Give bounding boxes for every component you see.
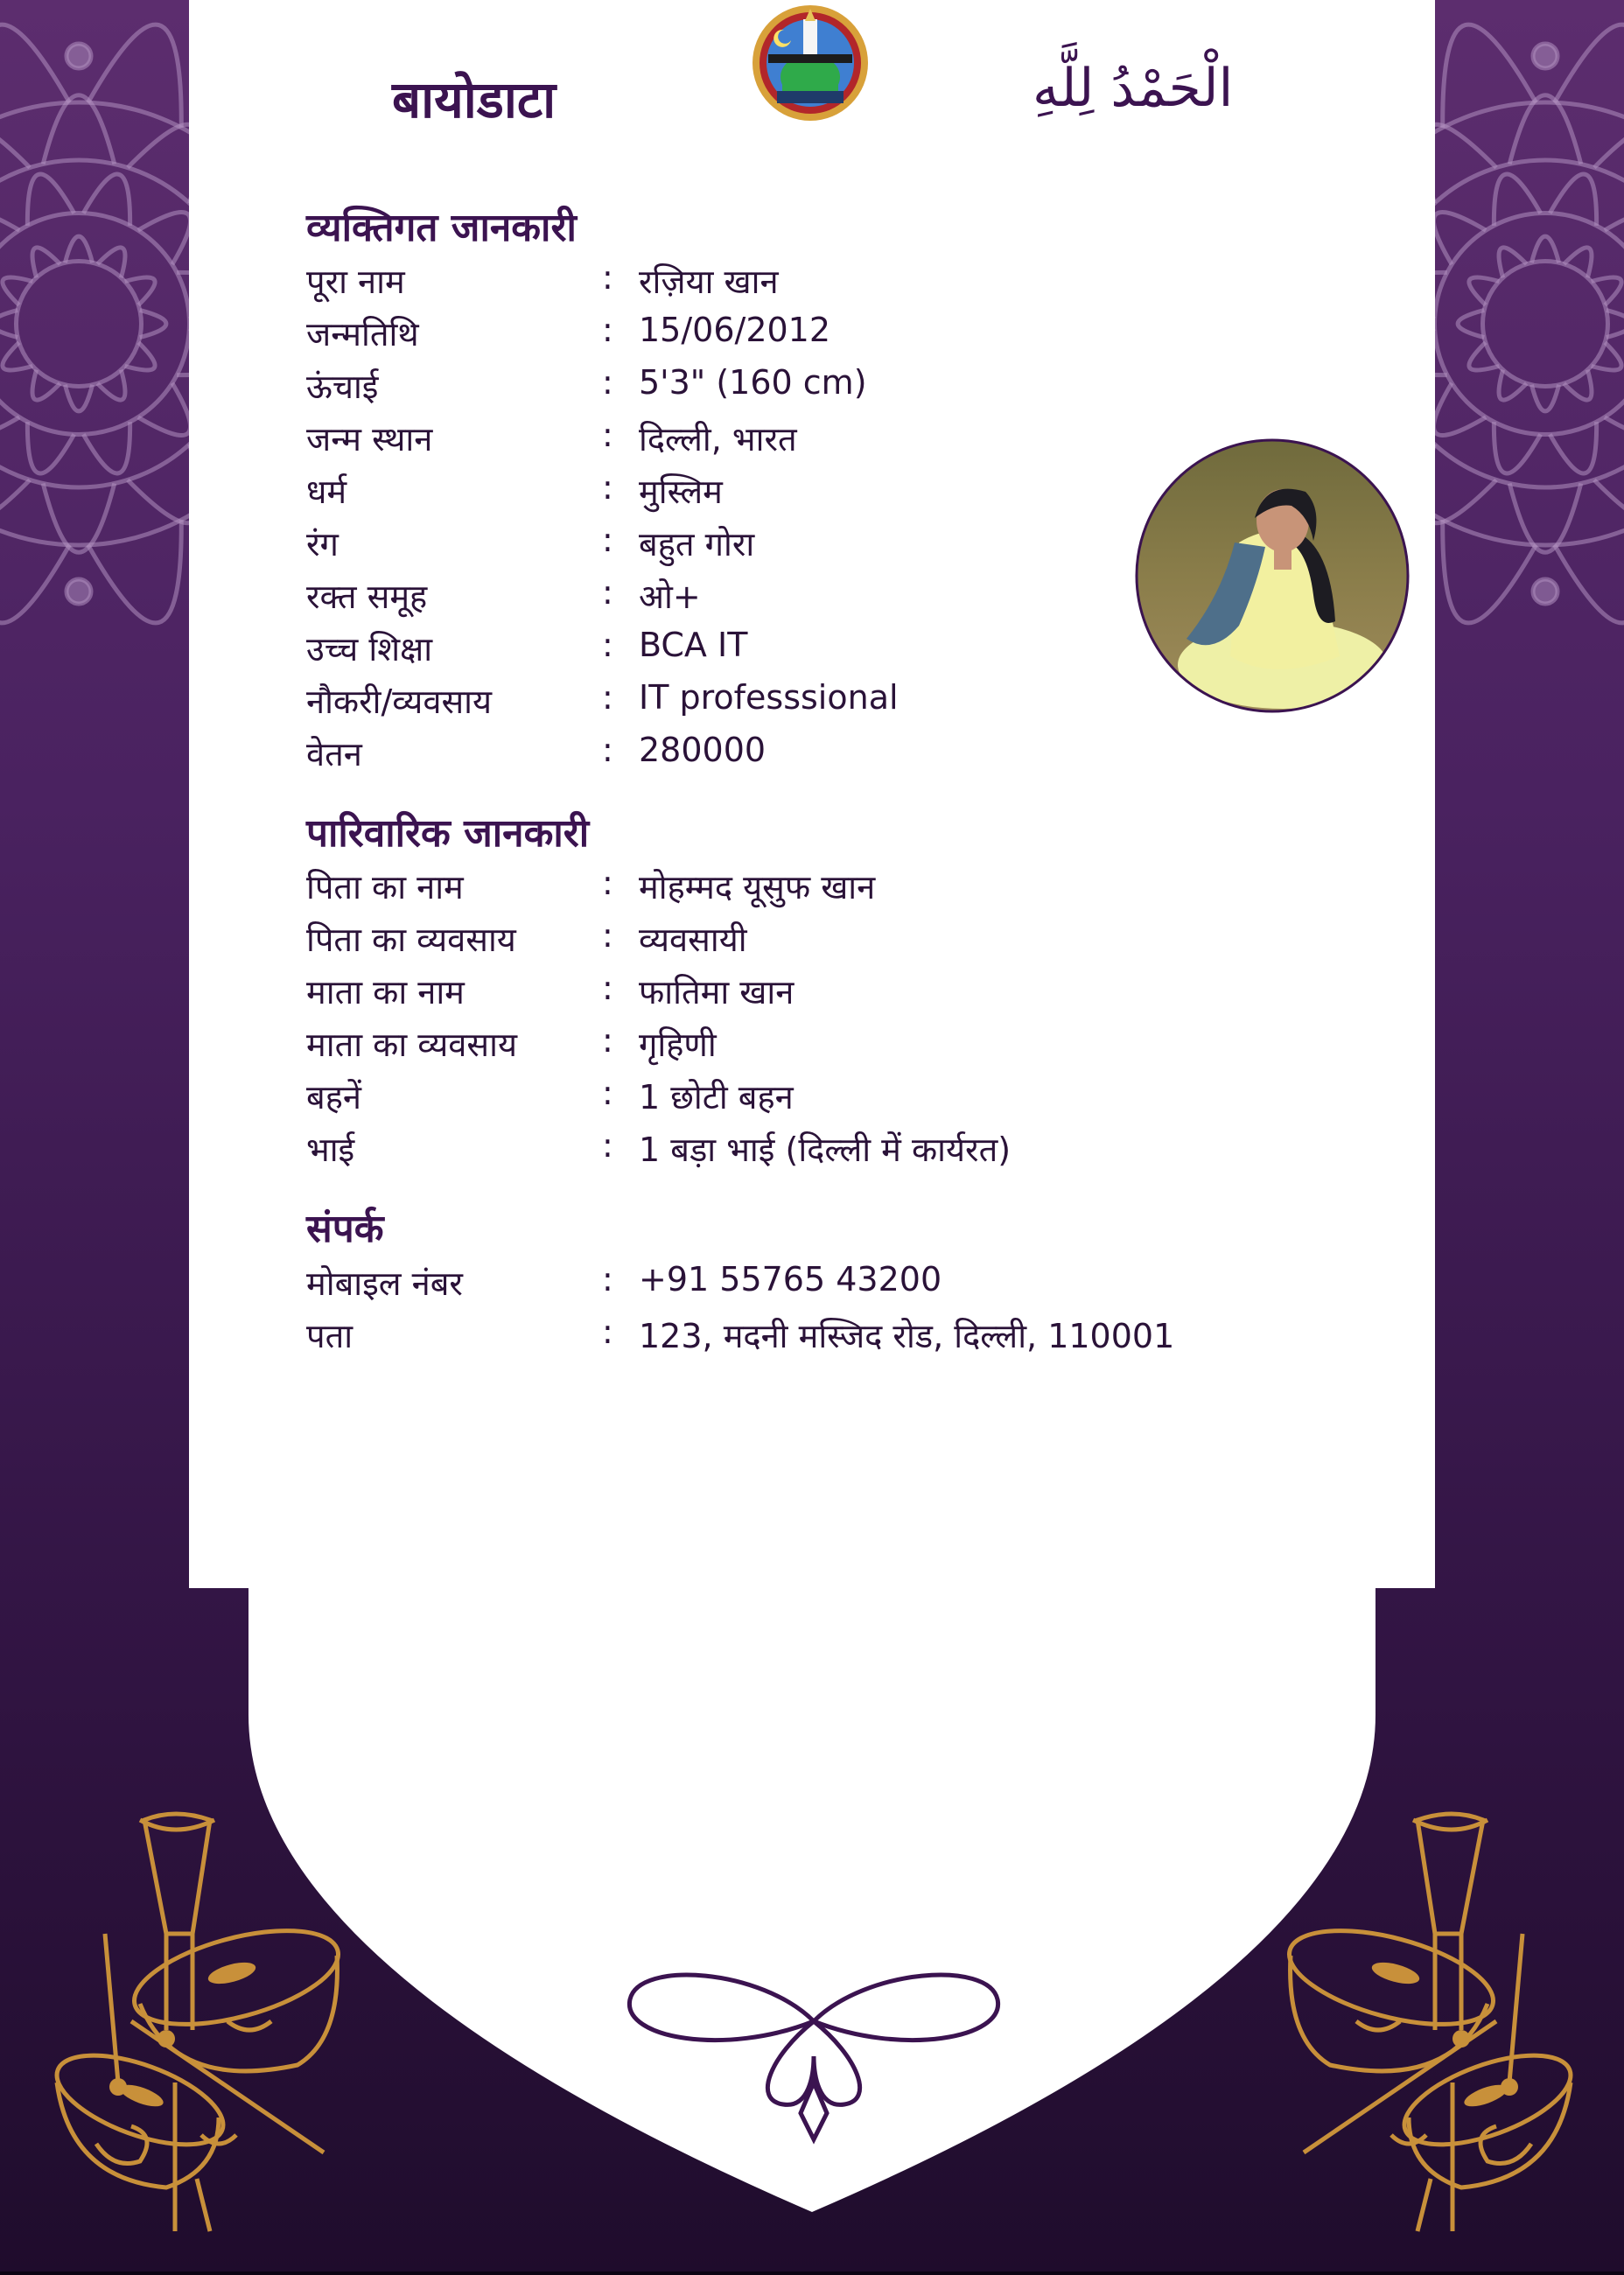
field-separator: : — [602, 521, 613, 559]
field-label: माता का नाम — [306, 973, 465, 1012]
field-separator: : — [602, 916, 613, 955]
field-label: वेतन — [306, 735, 362, 774]
field-separator: : — [602, 678, 613, 717]
field-value: दिल्ली, भारत — [639, 420, 797, 458]
contact-section-heading: संपर्क — [306, 1207, 384, 1251]
personal-section-heading: व्यक्तिगत जानकारी — [306, 206, 577, 250]
field-value: 123, मदनी मस्जिद रोड, दिल्ली, 110001 — [639, 1317, 1175, 1355]
field-label: रंग — [306, 525, 339, 564]
field-label: नौकरी/व्यवसाय — [306, 682, 493, 721]
field-label: धर्म — [306, 472, 347, 511]
field-separator: : — [602, 258, 613, 297]
field-separator: : — [602, 573, 613, 612]
family-section-heading: पारिवारिक जानकारी — [306, 811, 590, 856]
field-value: गृहिणी — [639, 1026, 717, 1064]
field-label: पिता का नाम — [306, 868, 464, 906]
field-value: ओ+ — [639, 578, 701, 616]
field-value: बहुत गोरा — [639, 525, 755, 564]
field-separator: : — [602, 626, 613, 664]
field-separator: : — [602, 864, 613, 902]
field-value: 15/06/2012 — [639, 311, 831, 349]
field-label: पूरा नाम — [306, 262, 405, 301]
field-value: फातिमा खान — [639, 973, 794, 1012]
page-title: बायोडाटा — [392, 70, 556, 130]
field-value: मोहम्मद यूसुफ खान — [639, 868, 876, 906]
field-label: पिता का व्यवसाय — [306, 920, 516, 959]
field-separator: : — [602, 731, 613, 769]
field-separator: : — [602, 1021, 613, 1060]
field-value: 1 बड़ा भाई (दिल्ली में कार्यरत) — [639, 1130, 1012, 1169]
field-separator: : — [602, 1312, 613, 1351]
field-label: रक्त समूह — [306, 578, 428, 616]
field-separator: : — [602, 363, 613, 402]
field-label: बहनें — [306, 1078, 361, 1116]
field-value: 280000 — [639, 731, 766, 769]
field-label: भाई — [306, 1130, 355, 1169]
field-label: जन्म स्थान — [306, 420, 433, 458]
field-label: पता — [306, 1317, 354, 1355]
field-value: मुस्लिम — [639, 472, 723, 511]
field-separator: : — [602, 969, 613, 1007]
field-value: +91 55765 43200 — [639, 1260, 942, 1298]
field-value: व्यवसायी — [639, 920, 747, 959]
field-separator: : — [602, 311, 613, 349]
field-label: माता का व्यवसाय — [306, 1026, 517, 1064]
field-value: 5'3" (160 cm) — [639, 363, 867, 402]
field-separator: : — [602, 1074, 613, 1112]
field-value: IT professsional — [639, 678, 899, 717]
field-separator: : — [602, 468, 613, 507]
field-label: जन्मतिथि — [306, 315, 419, 354]
field-value: रज़िया खान — [639, 262, 779, 301]
field-label: उच्च शिक्षा — [306, 630, 433, 668]
field-label: ऊंचाई — [306, 368, 379, 406]
arabic-blessing: الْحَمْدُ لِلَّهِ — [1032, 58, 1234, 119]
field-separator: : — [602, 416, 613, 454]
field-separator: : — [602, 1260, 613, 1298]
field-value: BCA IT — [639, 626, 748, 664]
field-separator: : — [602, 1126, 613, 1165]
field-value: 1 छोटी बहन — [639, 1078, 794, 1116]
field-label: मोबाइल नंबर — [306, 1264, 463, 1303]
